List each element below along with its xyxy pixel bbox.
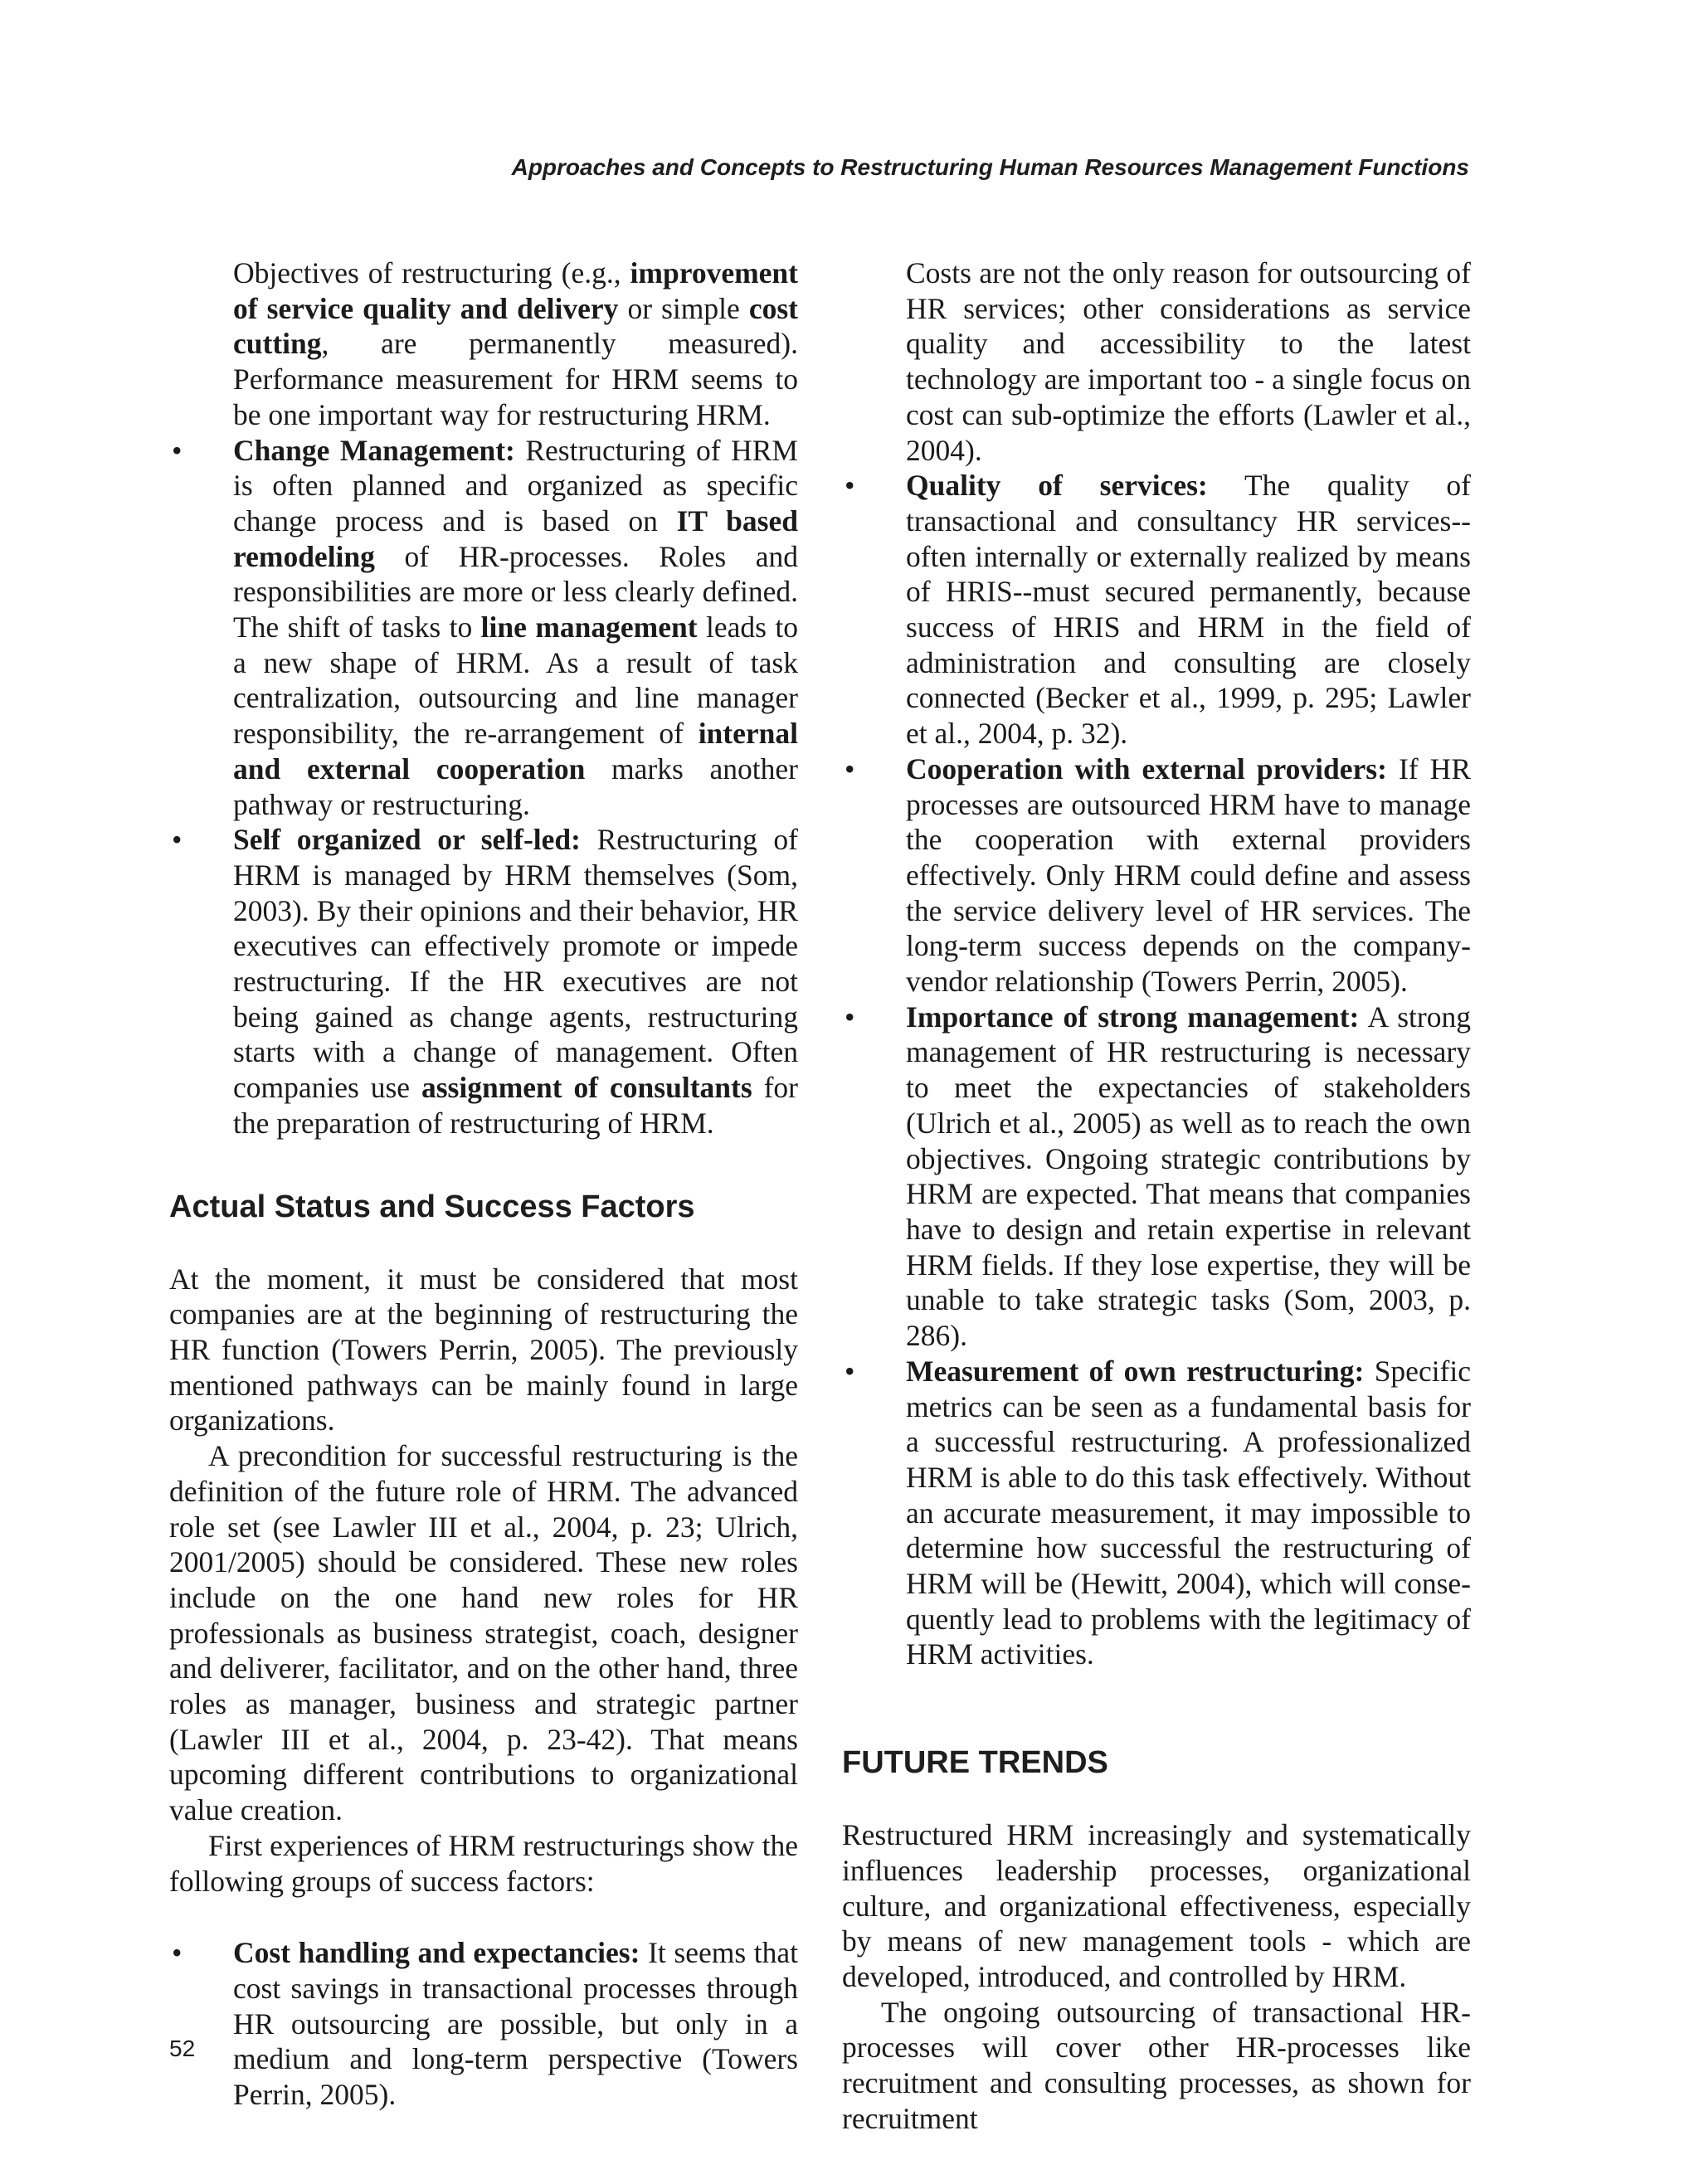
section-heading-future-trends: FUTURE TRENDS xyxy=(842,1745,1108,1781)
list-item: • Cost handling and expectancies: It seems that cost savings in transactional processes through HR outsourcing are possible, but only in a medium and long-term perspective (Towers Perrin, 2005). xyxy=(169,1935,798,2113)
list-item: • Measurement of own restructuring: Specific metrics can be seen as a fundamental basis for a successful restructuring. A professionalized HRM is able to do this task effectively. Without an accurate measurement, it may impossible to determine how successful the restructuring of HRM will be (Hewitt, 2004), which will consequently lead to problems with the legitimacy of HRM activities. xyxy=(842,1354,1471,1672)
list-item: • Importance of strong management: A strong management of HR restructuring is necessary to meet the expectancies of stakeholders (Ulrich et al., 2005) as well as to reach the own objectives. Ongoing strategic contributions by HRM are expected. That means that companies have to design and retain expertise in relevant HRM fields. If they lose expertise, they will be unable to take strategic tasks (Som, 2003, p. 286). xyxy=(842,1000,1471,1354)
success-factor-bullet-list xyxy=(169,1935,798,2113)
pathway-bullet-list xyxy=(169,433,798,1141)
list-item: • Self organized or self-led: Restructuring of HRM is managed by HRM themselves (Som, 2003). By their opinions and their behavior, HR executives can effectively promote or impede restructuring. If the HR executives are not being gained as change agents, restructuring starts with a change of management. Often companies use assignment of consultants for the preparation of restructuring of HRM. xyxy=(169,822,798,1141)
list-item: • Cooperation with external providers: If HR processes are outsourced HRM have to manage the cooperation with external providers effectively. Only HRM could define and assess the service delivery level of HR services. The long-term success depends on the company-vendor relationship (Towers Perrin, 2005). xyxy=(842,752,1471,1000)
paragraph: The ongoing outsourcing of transactional HR-processes will cover other HR-processes like recruitment and consulting processes, as shown for recruitment xyxy=(842,1995,1471,2135)
paragraph: A precondition for successful restructuring is the definition of the future role of HRM. The advanced role set (see Lawler III et al., 2004, p. 23; Ulrich, 2001/2005) should be considered. These new roles include on the one hand new roles for HR professionals as business strategist, coach, designer and deliverer, facilitator, and on the other hand, three roles as manager, business and strategic partner (Lawler III et al., 2004, p. 23-42). That means upcoming different contributions to organizational value creation. xyxy=(169,1439,798,1827)
page-number: 52 xyxy=(169,2036,196,2061)
list-item: • Change Management: Restructuring of HRM is often planned and organized as specific change process and is based on IT based remodeling of HR-processes. Roles and responsibilities are more or less clearly defined. The shift of tasks to line management leads to a new shape of HRM. As a result of task centralization, outsourcing and line manager responsibility, the re-arrangement of internal and external cooperation marks another pathway or restructuring. xyxy=(169,433,798,823)
continuation-paragraph: Costs are not the only reason for outsourcing of HR services; other considerations as service quality and accessibility to the latest technology are important too - a single focus on cost can sub-optimize the efforts (Lawler et al., 2004). xyxy=(906,256,1471,467)
success-factor-bullet-list xyxy=(842,468,1471,1672)
running-header: Approaches and Concepts to Restructuring Human Resources Management Functions xyxy=(511,154,1469,180)
list-item: • Quality of services: The quality of transactional and consultancy HR services--often internally or externally realized by means of HRIS--must secured permanently, because success of HRIS and HRM in the field of administration and consulting are closely connected (Becker et al., 1999, p. 295; Lawler et al., 2004, p. 32). xyxy=(842,468,1471,752)
continuation-paragraph: Objectives of restructuring (e.g., improvement of service quality and delivery or simple cost cutting, are permanently measured). Performance measurement for HRM seems to be one important way for restructuring HRM. xyxy=(233,256,798,431)
paragraph: At the moment, it must be considered that most companies are at the beginning of restructuring the HR function (Towers Perrin, 2005). The previously mentioned pathways can be mainly found in large organizations. xyxy=(169,1262,798,1437)
left-column xyxy=(169,255,798,2113)
right-column xyxy=(842,255,1471,2136)
section-heading-actual-status: Actual Status and Success Factors xyxy=(169,1189,695,1224)
paragraph: First experiences of HRM restructurings show the following groups of success factors: xyxy=(169,1828,798,1898)
paragraph: Restructured HRM increasingly and systematically influences leadership processes, organizational culture, and organizational effectiveness, especially by means of new management tools - which are developed, introduced, and controlled by HRM. xyxy=(842,1818,1471,1993)
